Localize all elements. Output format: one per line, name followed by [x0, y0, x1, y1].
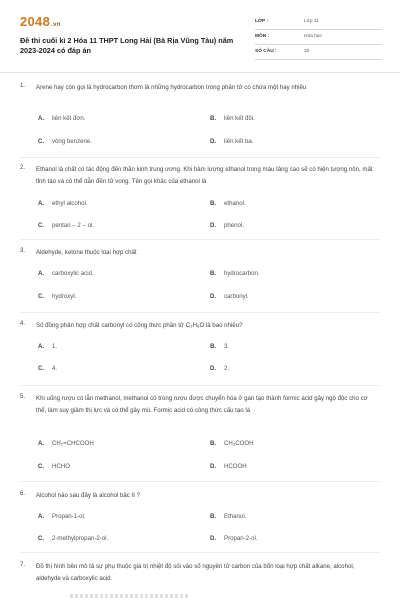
info-row-class [255, 15, 382, 30]
option-letter: A. [38, 343, 45, 350]
option-text: pentan – 2 – ol. [52, 222, 95, 229]
option-letter: B. [210, 343, 217, 350]
exam-info-box [255, 15, 382, 60]
info-key: MÔN : [255, 34, 270, 39]
option-letter: D. [210, 293, 217, 300]
option-letter: A. [38, 200, 45, 207]
question-text: Khi uống rượu có lẫn methanol, methanol có trong rượu được chuyển hóa ở gan tạo thành formic acid gây ngộ độc cho cơ thể, làm suy giảm thị lực và có thể gây mù. Formic acid có công thức cấu tạo là [36, 395, 368, 414]
document-header [20, 12, 382, 66]
option-text: carbonyl. [224, 293, 249, 300]
option-text: 4. [52, 365, 58, 372]
option-letter: C. [38, 365, 45, 372]
question-text: Số đồng phân hợp chất carbonyl có công thức phân tử C₃H₆O là bao nhiêu? [36, 322, 243, 329]
question-number: 4. [20, 320, 26, 327]
info-key: LỚP : [255, 19, 269, 24]
option-text: CH₂=CHCOOH [52, 440, 94, 447]
option-letter: D. [210, 535, 217, 542]
option-letter: D. [210, 365, 217, 372]
option-letter: B. [210, 200, 217, 207]
option-text: CH₃COOH [224, 440, 254, 447]
option-text: Propan-2-ol. [224, 535, 258, 542]
option-text: HCOOH [224, 463, 247, 470]
option-text: 1. [52, 343, 58, 350]
option-text: 3. [224, 343, 230, 350]
option-text: ethanol. [224, 200, 246, 207]
question-number: 3. [20, 247, 26, 254]
option-text: HCHO [52, 463, 70, 470]
question-text: Đồ thị hình bên mô tả sự phụ thuộc giá trị nhiệt độ sôi vào số nguyên tử carbon của bốn loại hợp chất alkane, alcohol, aldehyde và carboxylic acid. [36, 563, 355, 582]
question-divider [20, 481, 380, 482]
option-letter: C. [38, 535, 45, 542]
cropped-figure-caption [70, 594, 190, 598]
option-text: carboxylic acid. [52, 270, 94, 277]
option-letter: D. [210, 463, 217, 470]
question-divider [20, 552, 380, 553]
option-letter: D. [210, 138, 217, 145]
option-text: vòng benzene. [52, 138, 92, 145]
site-logo[interactable] [20, 14, 61, 29]
question-divider [20, 157, 380, 158]
question-4 [20, 320, 380, 385]
question-divider [20, 312, 380, 313]
question-number: 1. [20, 82, 26, 89]
option-text: hydrocarbon. [224, 270, 260, 277]
option-text: hydroxyl. [52, 293, 77, 300]
question-6 [20, 490, 380, 552]
exam-title: Đề thi cuối kì 2 Hóa 11 THPT Long Hải (Bà Rịa Vũng Tàu) năm 2023-2024 có đáp án [20, 36, 234, 55]
header-divider [0, 72, 400, 73]
question-text: Arene hay còn gọi là hydrocarbon thơm là những hydrocarbon trong phân tử có chứa một hay nhiều [36, 84, 307, 91]
option-letter: C. [38, 222, 45, 229]
question-text: Aldehyde, ketone thuộc loại hợp chất [36, 249, 137, 256]
option-letter: A. [38, 115, 45, 122]
option-text: Ethanol. [224, 513, 247, 520]
option-text: phenol. [224, 222, 244, 229]
option-letter: A. [38, 440, 45, 447]
option-text: 2-methylpropan-2-ol. [52, 535, 109, 542]
option-letter: C. [38, 138, 45, 145]
question-2 [20, 164, 380, 239]
option-letter: B. [210, 440, 217, 447]
question-divider [20, 239, 380, 240]
option-letter: B. [210, 115, 217, 122]
option-letter: B. [210, 513, 217, 520]
logo-suffix: .vn [51, 22, 61, 28]
option-letter: C. [38, 463, 45, 470]
info-value: Lớp 11 [304, 19, 319, 24]
info-row-question-count [255, 45, 382, 60]
option-text: 2. [224, 365, 230, 372]
question-number: 2. [20, 164, 26, 171]
question-number: 6. [20, 490, 26, 497]
question-divider [20, 385, 380, 386]
question-1 [20, 82, 380, 157]
question-5 [20, 393, 380, 481]
question-7 [20, 561, 380, 591]
question-3 [20, 247, 380, 312]
option-letter: B. [210, 270, 217, 277]
option-letter: A. [38, 513, 45, 520]
option-text: liên kết ba. [224, 138, 254, 145]
info-key: SỐ CÂU : [255, 49, 277, 54]
question-number: 5. [20, 393, 26, 400]
option-text: ethyl alcohol. [52, 200, 88, 207]
option-letter: D. [210, 222, 217, 229]
info-value: Hóa học [304, 34, 322, 39]
question-text: Alcohol nào sau đây là alcohol bậc II ? [36, 492, 141, 499]
info-row-subject [255, 30, 382, 45]
question-number: 7. [20, 561, 26, 568]
option-letter: C. [38, 293, 45, 300]
info-value: 32 [304, 49, 310, 54]
option-text: liên kết đôi. [224, 115, 255, 122]
option-letter: A. [38, 270, 45, 277]
question-text: Ethanol là chất có tác động đến thần kinh trung ương. Khi hàm lượng ethanol trong máu tăng cao sẽ có hiện tượng nôn, mất tỉnh táo và có thể dẫn đến tử vong. Tên gọi khác của ethanol là [36, 166, 373, 185]
option-text: Propan-1-ol. [52, 513, 86, 520]
logo-text: 2048 [20, 14, 51, 29]
option-text: liên kết đơn. [52, 115, 86, 122]
